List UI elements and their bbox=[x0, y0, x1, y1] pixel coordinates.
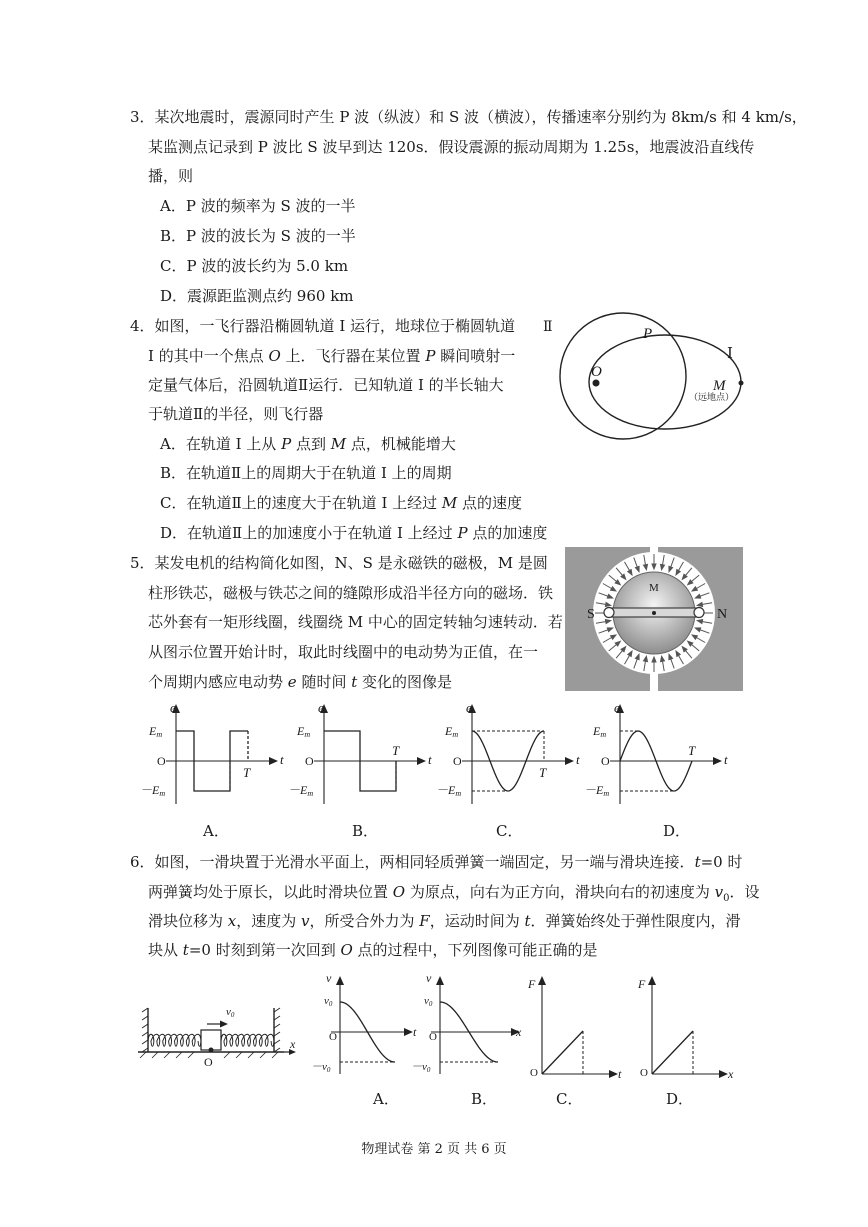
label-orbit-ii: Ⅱ bbox=[543, 320, 553, 335]
q5-graph-b bbox=[288, 700, 436, 808]
bottom-slot bbox=[650, 673, 658, 691]
apogee-dot bbox=[739, 381, 744, 386]
svg-text:Em: Em bbox=[297, 724, 311, 739]
q6-caption-b: B． bbox=[471, 1090, 498, 1108]
q4-option-b: B．在轨道Ⅱ上的周期大于在轨道 I 上的周期 bbox=[160, 464, 452, 482]
q5-graph-c bbox=[436, 700, 584, 808]
circular-orbit-ii bbox=[560, 313, 686, 439]
q3-line-1: 3．某次地震时，震源同时产生 P 波（纵波）和 S 波（横波），传播速率分别约为 8km/s 和 4 km/s， bbox=[130, 108, 807, 126]
q4-option-c: C．在轨道Ⅱ上的速度大于在轨道 I 上经过 M 点的速度 bbox=[160, 494, 523, 512]
q5-caption-b: B． bbox=[352, 822, 379, 840]
svg-text:O: O bbox=[204, 1055, 213, 1069]
svg-text:t: t bbox=[618, 1067, 622, 1081]
label-n: N bbox=[717, 607, 728, 622]
svg-text:O: O bbox=[157, 754, 166, 768]
svg-text:x: x bbox=[728, 1067, 734, 1081]
q4-line-3: 定量气体后，沿圆轨道Ⅱ运行．已知轨道 I 的半长轴大 bbox=[148, 376, 504, 394]
q6-graph-d bbox=[630, 970, 740, 1080]
svg-text:T: T bbox=[539, 765, 547, 780]
svg-text:x: x bbox=[290, 1037, 296, 1051]
q5-graph-d bbox=[584, 700, 732, 808]
q5-caption-a: A． bbox=[203, 822, 229, 840]
label-m: M bbox=[649, 582, 659, 594]
q3-line-2: 某监测点记录到 P 波比 S 波早到达 120s．假设震源的振动周期为 1.25s，地震波沿直线传 bbox=[148, 138, 755, 156]
label-p: P bbox=[643, 326, 653, 342]
right-spring bbox=[221, 1034, 274, 1046]
svg-text:T: T bbox=[243, 765, 251, 780]
svg-text:－Em: －Em bbox=[436, 783, 462, 798]
q3-option-c: C．P 波的波长约为 5.0 km bbox=[160, 257, 349, 275]
q6-graph-a bbox=[311, 970, 423, 1080]
page-footer: 物理试卷 第 2 页 共 6 页 bbox=[361, 1142, 507, 1157]
q6-line-3: 滑块位移为 x，速度为 v，所受合外力为 F，运动时间为 t．弹簧始终处于弹性限度内，滑 bbox=[148, 912, 741, 930]
q5-caption-d: D． bbox=[663, 822, 691, 840]
coil-end-right bbox=[694, 608, 704, 618]
q3-line-3: 播，则 bbox=[148, 167, 194, 185]
force-displacement-line bbox=[652, 1031, 693, 1074]
label-o: O bbox=[591, 364, 602, 380]
q4-line-2: I 的其中一个焦点 O 上．飞行器在某位置 P 瞬间喷射一 bbox=[148, 347, 516, 365]
svg-text:O: O bbox=[305, 754, 314, 768]
svg-text:e: e bbox=[318, 700, 324, 715]
q6-line-1: 6．如图，一滑块置于光滑水平面上，两相同轻质弹簧一端固定，另一端与滑块连接．t=0 时 bbox=[130, 853, 743, 871]
svg-text:－v0: －v0 bbox=[411, 1061, 431, 1074]
q6-line-4: 块从 t=0 时刻到第一次回到 O 点的过程中，下列图像可能正确的是 bbox=[148, 941, 598, 959]
svg-text:t: t bbox=[576, 752, 580, 767]
svg-text:T: T bbox=[688, 743, 696, 758]
q6-line-2: 两弹簧均处于原长，以此时滑块位置 O 为原点，向右为正方向，滑块向右的初速度为 $v_0$．设 bbox=[148, 883, 760, 904]
svg-text:－v0: －v0 bbox=[311, 1061, 331, 1074]
svg-text:F: F bbox=[638, 977, 646, 991]
generator-diagram bbox=[565, 547, 743, 691]
svg-text:t: t bbox=[413, 1025, 417, 1039]
svg-text:O: O bbox=[329, 1031, 337, 1043]
svg-text:v: v bbox=[426, 971, 432, 985]
force-time-line bbox=[542, 1031, 583, 1074]
q4-line-4: 于轨道Ⅱ的半径，则飞行器 bbox=[148, 405, 324, 423]
svg-text:v: v bbox=[326, 971, 332, 985]
q6-caption-d: D． bbox=[666, 1090, 694, 1108]
label-m: M bbox=[713, 378, 726, 394]
svg-text:x: x bbox=[516, 1025, 522, 1039]
svg-text:v0: v0 bbox=[226, 1006, 235, 1019]
q4-option-d: D．在轨道Ⅱ上的加速度小于在轨道 I 上经过 P 点的加速度 bbox=[160, 524, 548, 542]
svg-text:t: t bbox=[428, 752, 432, 767]
svg-text:O: O bbox=[530, 1067, 538, 1079]
q5-caption-c: C． bbox=[496, 822, 523, 840]
svg-text:－Em: －Em bbox=[288, 783, 314, 798]
svg-text:Em: Em bbox=[445, 724, 459, 739]
label-apogee: （远地点） bbox=[689, 392, 735, 402]
q6-caption-c: C． bbox=[556, 1090, 583, 1108]
svg-text:e: e bbox=[614, 700, 620, 715]
q5-line-1: 5．某发电机的结构简化如图，N、S 是永磁铁的磁极，M 是圆 bbox=[130, 554, 548, 572]
spring-slider-diagram bbox=[138, 1000, 308, 1070]
svg-text:t: t bbox=[724, 752, 728, 767]
axle bbox=[652, 611, 656, 615]
slider-block bbox=[201, 1030, 221, 1050]
svg-text:e: e bbox=[170, 700, 176, 715]
svg-text:F: F bbox=[528, 977, 536, 991]
q5-line-4: 从图示位置开始计时，取此时线圈中的电动势为正值，在一 bbox=[148, 643, 539, 661]
q3-option-d: D．震源距监测点约 960 km bbox=[160, 287, 354, 305]
q5-line-2: 柱形铁芯，磁极与铁芯之间的缝隙形成沿半径方向的磁场．铁 bbox=[148, 584, 554, 602]
orbit-diagram bbox=[525, 312, 765, 462]
svg-text:v0: v0 bbox=[424, 995, 433, 1008]
q5-line-5: 个周期内感应电动势 e 随时间 t 变化的图像是 bbox=[148, 673, 453, 691]
q5-graph-a bbox=[140, 700, 288, 808]
svg-text:－Em: －Em bbox=[140, 783, 166, 798]
svg-text:T: T bbox=[392, 743, 400, 758]
svg-text:O: O bbox=[640, 1067, 648, 1079]
q6-caption-a: A． bbox=[373, 1090, 399, 1108]
svg-text:e: e bbox=[466, 700, 472, 715]
svg-text:t: t bbox=[280, 752, 284, 767]
svg-text:－Em: －Em bbox=[584, 783, 610, 798]
label-s: S bbox=[587, 607, 595, 622]
q4-line-1: 4．如图，一飞行器沿椭圆轨道 I 运行，地球位于椭圆轨道 bbox=[130, 317, 516, 335]
svg-text:O: O bbox=[601, 754, 610, 768]
left-spring bbox=[148, 1034, 201, 1046]
q4-option-a: A．在轨道 I 上从 P 点到 M 点，机械能增大 bbox=[160, 435, 456, 453]
svg-text:O: O bbox=[453, 754, 462, 768]
label-orbit-i: Ⅰ bbox=[727, 346, 733, 362]
coil-end-left bbox=[604, 608, 614, 618]
svg-text:v0: v0 bbox=[324, 995, 333, 1008]
q6-graph-c bbox=[520, 970, 630, 1080]
q6-graph-b bbox=[410, 970, 530, 1080]
q5-line-3: 芯外套有一矩形线圈，线圈绕 M 中心的固定转轴匀速转动．若 bbox=[148, 613, 563, 631]
q3-option-a: A．P 波的频率为 S 波的一半 bbox=[160, 197, 356, 215]
svg-text:O: O bbox=[429, 1031, 437, 1043]
svg-text:Em: Em bbox=[593, 724, 607, 739]
svg-text:Em: Em bbox=[149, 724, 163, 739]
origin-point bbox=[209, 1048, 214, 1053]
q3-option-b: B．P 波的波长为 S 波的一半 bbox=[160, 227, 356, 245]
earth-dot bbox=[593, 380, 600, 387]
